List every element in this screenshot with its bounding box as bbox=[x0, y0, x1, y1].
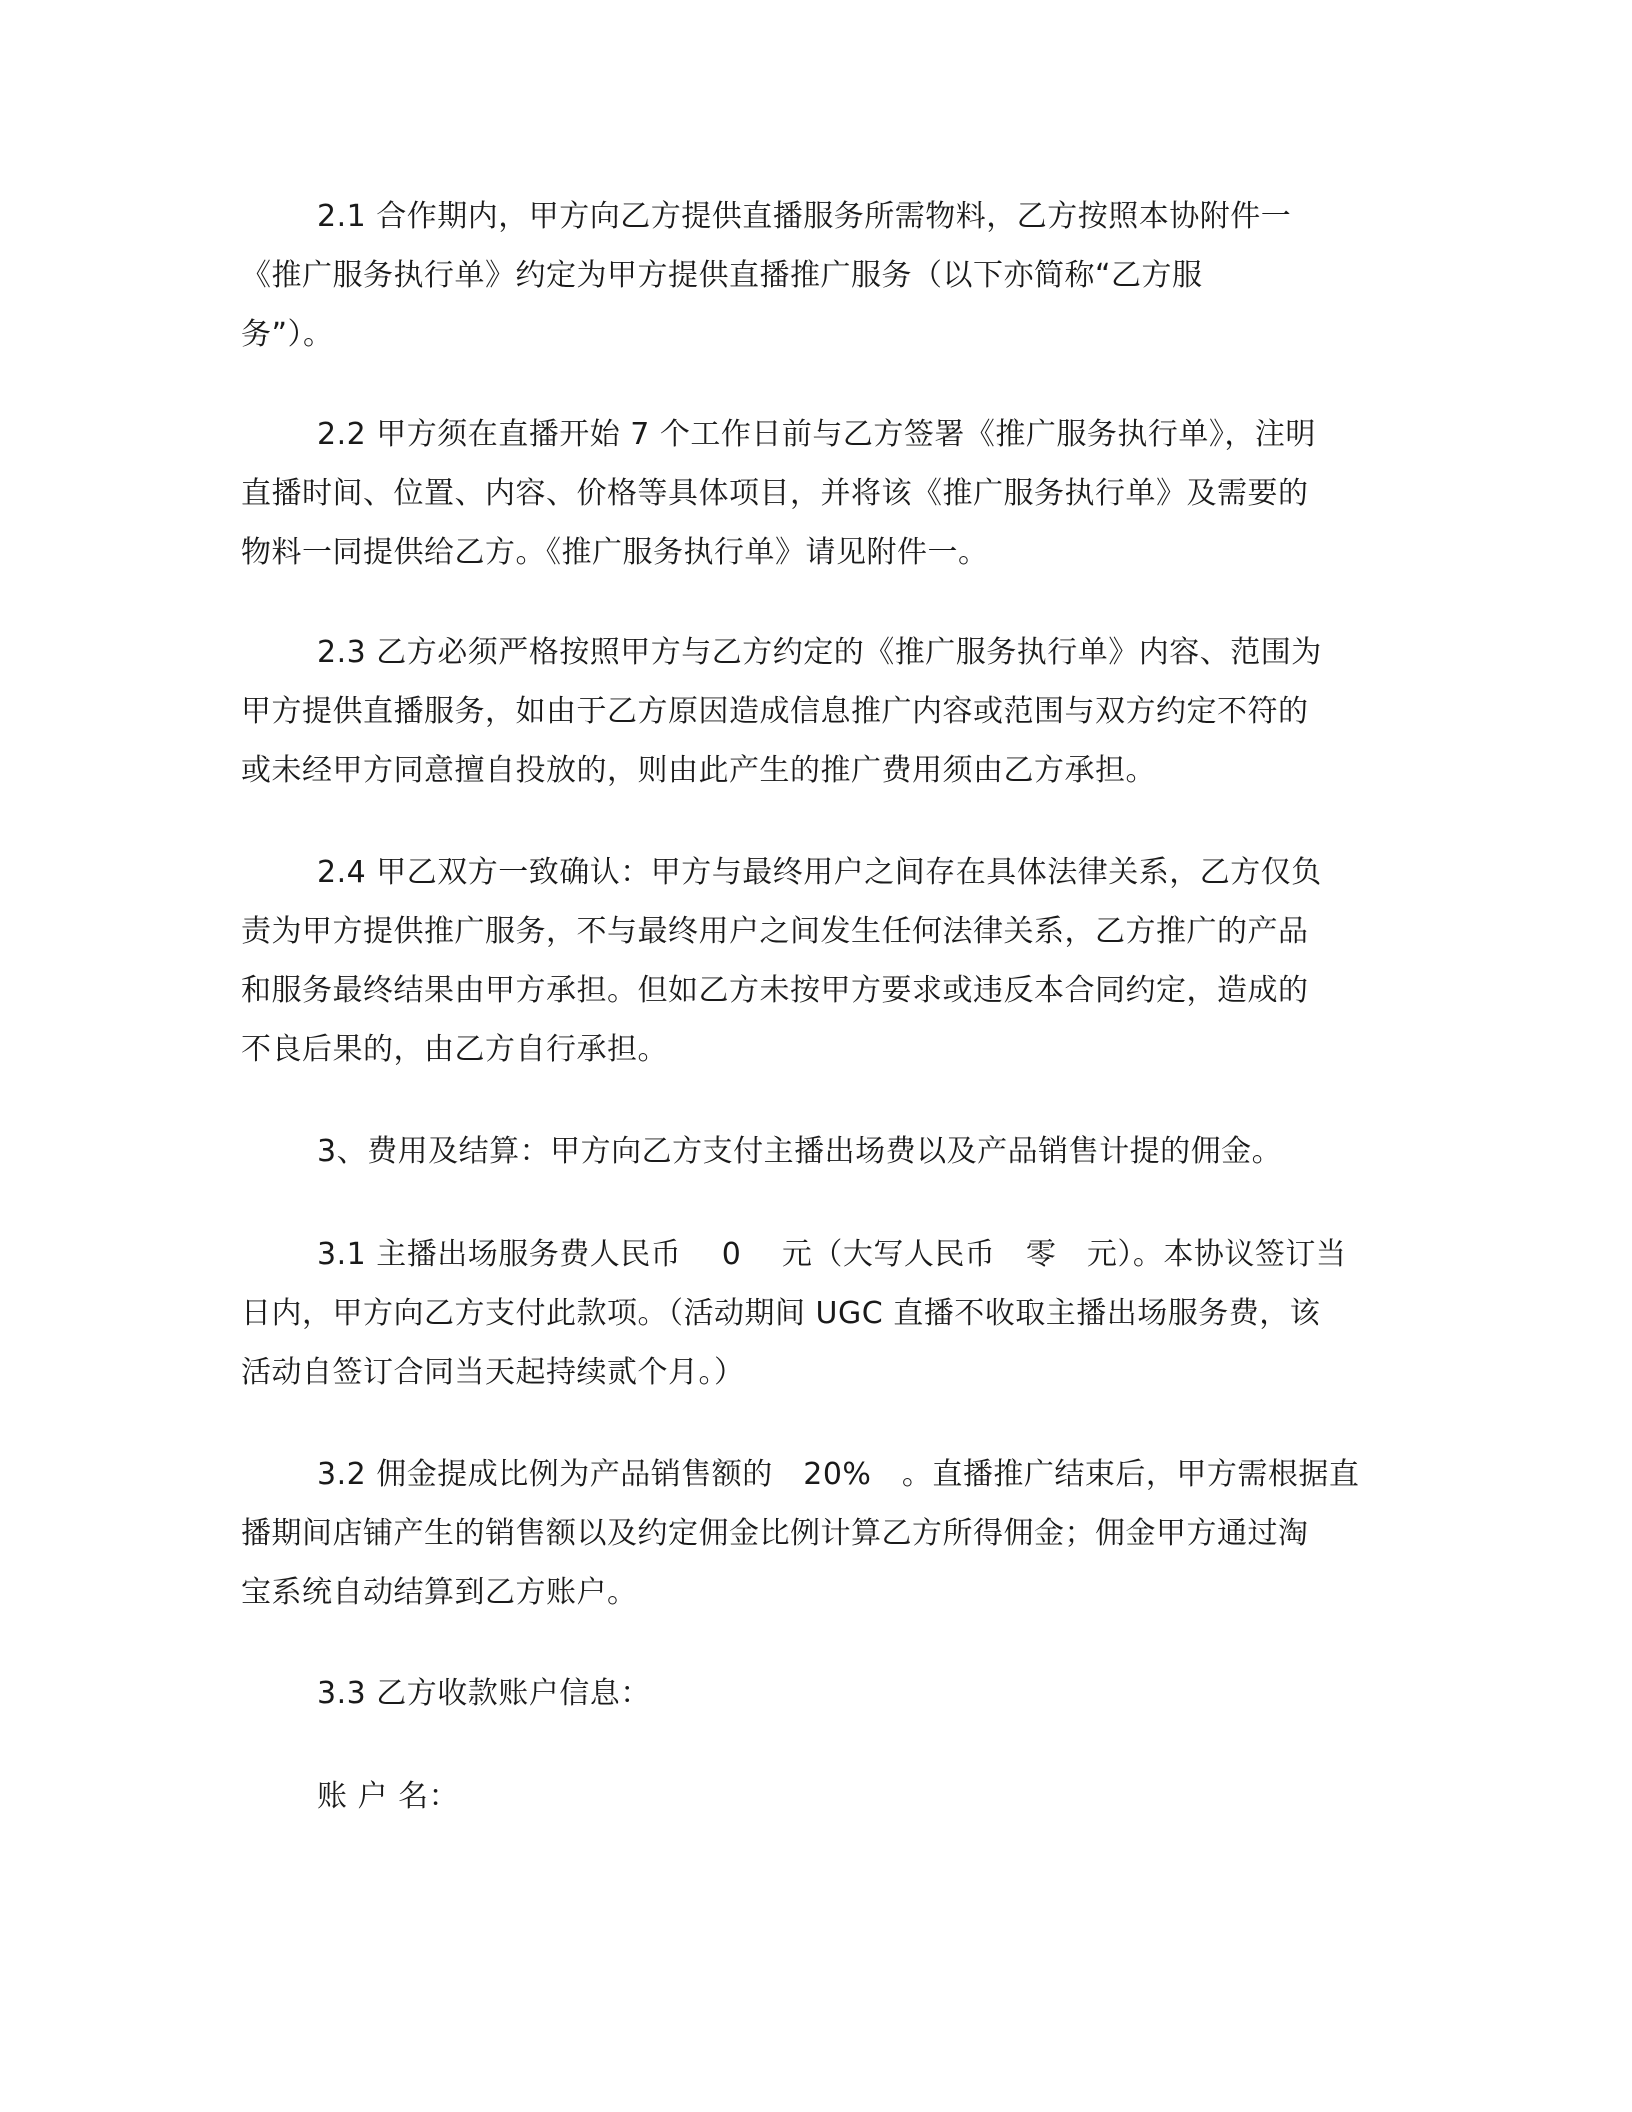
clause-2-2 bbox=[241, 405, 1391, 582]
clause-3-3 bbox=[241, 1664, 1391, 1723]
account-name bbox=[241, 1767, 1391, 1826]
clause-2-1-line-2: 《推广服务执行单》约定为甲方提供直播推广服务（以下亦简称“乙方服 bbox=[241, 258, 1203, 293]
clause-2-3-line-1: 2.3 乙方必须严格按照甲方与乙方约定的《推广服务执行单》内容、范围为 bbox=[317, 635, 1322, 670]
clause-3-1 bbox=[241, 1225, 1391, 1402]
clause-3-line-1: 3、费用及结算：甲方向乙方支付主播出场费以及产品销售计提的佣金。 bbox=[317, 1134, 1283, 1169]
clause-2-4-line-4: 不良后果的，由乙方自行承担。 bbox=[241, 1032, 668, 1067]
clause-3-1-line-3: 活动自签订合同当天起持续贰个月。） bbox=[241, 1355, 745, 1390]
clause-3-3-line-1: 3.3 乙方收款账户信息： bbox=[317, 1676, 651, 1711]
clause-3-2-line-1: 3.2 佣金提成比例为产品销售额的 20% 。直播推广结束后，甲方需根据直 bbox=[317, 1457, 1360, 1492]
clause-2-3-line-3: 或未经甲方同意擅自投放的，则由此产生的推广费用须由乙方承担。 bbox=[241, 753, 1156, 788]
clause-3-1-line-2: 日内，甲方向乙方支付此款项。（活动期间 UGC 直播不收取主播出场服务费，该 bbox=[241, 1296, 1321, 1331]
clause-3-2-line-2: 播期间店铺产生的销售额以及约定佣金比例计算乙方所得佣金；佣金甲方通过淘 bbox=[241, 1516, 1309, 1551]
clause-3 bbox=[241, 1122, 1391, 1181]
clause-2-1-line-3: 务”）。 bbox=[241, 317, 334, 352]
clause-2-2-line-3: 物料一同提供给乙方。《推广服务执行单》请见附件一。 bbox=[241, 535, 989, 570]
clause-2-4 bbox=[241, 843, 1391, 1079]
clause-2-2-line-2: 直播时间、位置、内容、价格等具体项目，并将该《推广服务执行单》及需要的 bbox=[241, 476, 1309, 511]
account-name-label: 账 户 名： bbox=[317, 1779, 460, 1814]
clause-2-4-line-2: 责为甲方提供推广服务，不与最终用户之间发生任何法律关系，乙方推广的产品 bbox=[241, 914, 1309, 949]
clause-2-4-line-1: 2.4 甲乙双方一致确认：甲方与最终用户之间存在具体法律关系，乙方仅负 bbox=[317, 855, 1322, 890]
clause-3-2 bbox=[241, 1445, 1391, 1622]
clause-2-4-line-3: 和服务最终结果由甲方承担。但如乙方未按甲方要求或违反本合同约定，造成的 bbox=[241, 973, 1309, 1008]
clause-2-3 bbox=[241, 623, 1391, 800]
clause-2-1 bbox=[241, 187, 1391, 364]
clause-3-2-line-3: 宝系统自动结算到乙方账户。 bbox=[241, 1575, 638, 1610]
clause-2-1-line-1: 2.1 合作期内，甲方向乙方提供直播服务所需物料，乙方按照本协附件一 bbox=[317, 199, 1292, 234]
clause-3-1-line-1: 3.1 主播出场服务费人民币 0 元（大写人民币 零 元）。本协议签订当 bbox=[317, 1237, 1347, 1272]
clause-2-3-line-2: 甲方提供直播服务，如由于乙方原因造成信息推广内容或范围与双方约定不符的 bbox=[241, 694, 1309, 729]
clause-2-2-line-1: 2.2 甲方须在直播开始 7 个工作日前与乙方签署《推广服务执行单》，注明 bbox=[317, 417, 1316, 452]
